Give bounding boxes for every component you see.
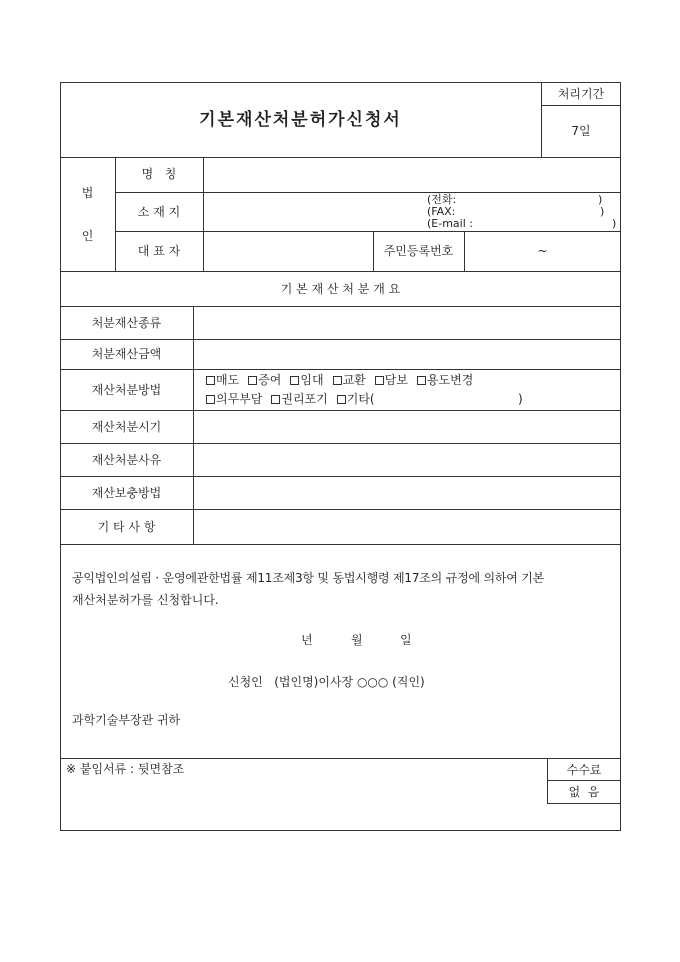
row-label-property-type: 처분재산종류 (91, 316, 162, 330)
representative-label: 대 표 자 (137, 244, 181, 258)
property-type-field[interactable] (194, 307, 620, 338)
divider (541, 105, 621, 106)
row-label-disposal-method: 재산처분방법 (91, 383, 162, 397)
checkbox[interactable] (337, 395, 346, 404)
address-field[interactable] (204, 193, 414, 230)
other-notes-field[interactable] (194, 510, 620, 543)
disposal-time-field[interactable] (194, 411, 620, 442)
divider (60, 758, 621, 759)
disposal-methods-line-1 (206, 373, 473, 387)
representative-field[interactable] (204, 232, 372, 270)
option-waiver[interactable]: 권리포기 (271, 392, 327, 406)
option-other-close: ) (518, 392, 523, 406)
checkbox[interactable] (290, 376, 299, 385)
row-label-replenish-method: 재산보충방법 (91, 486, 162, 500)
applicant-group-label-1: 법 (81, 186, 94, 200)
checkbox[interactable] (375, 376, 384, 385)
applicant-group-label-2: 인 (81, 229, 94, 243)
processing-period-label: 처리기간 (557, 87, 605, 101)
date-month: 월 (351, 633, 363, 647)
row-label-disposal-time: 재산처분시기 (91, 420, 162, 434)
row-label-other-notes: 기 타 사 항 (97, 520, 156, 534)
overview-header: 기 본 재 산 처 분 개 요 (280, 282, 401, 296)
fax-close: ) (600, 205, 605, 218)
email-close: ) (612, 217, 617, 230)
row-label-property-amount: 처분재산금액 (91, 347, 162, 361)
checkbox[interactable] (333, 376, 342, 385)
applicant-signature-line: 신청인 (법인명)이사장 ○○○ (직인) (228, 675, 425, 689)
option-collateral[interactable]: 담보 (375, 373, 408, 387)
divider (60, 544, 621, 545)
name-label: 명 칭 (141, 167, 177, 181)
statement-line-2: 재산처분허가를 신청합니다. (72, 593, 219, 607)
phone-label: (전화: (427, 193, 457, 206)
checkbox[interactable] (271, 395, 280, 404)
option-obligation[interactable]: 의무부담 (206, 392, 262, 406)
checkbox[interactable] (206, 376, 215, 385)
statement-line-1: 공익법인의설립 · 운영에관한법률 제11조제3항 및 동법시행령 제17조의 규정에 의하여 기본 (72, 571, 545, 585)
email-label: (E-mail : (427, 217, 473, 230)
fee-value: 없 음 (568, 785, 600, 799)
disposal-reason-field[interactable] (194, 444, 620, 475)
fee-label: 수수료 (566, 763, 602, 777)
divider (60, 369, 621, 370)
option-gift[interactable]: 증여 (248, 373, 281, 387)
checkbox[interactable] (206, 395, 215, 404)
date-year: 년 (301, 633, 313, 647)
divider (547, 780, 621, 781)
address-label: 소 재 지 (137, 205, 181, 219)
option-exchange[interactable]: 교환 (333, 373, 366, 387)
option-other[interactable]: 기타( (337, 392, 375, 406)
phone-close: ) (598, 193, 603, 206)
option-sale[interactable]: 매도 (206, 373, 239, 387)
option-lease[interactable]: 임대 (290, 373, 323, 387)
attachments-note: ※ 붙임서류 : 뒷면참조 (66, 762, 185, 776)
option-change-use[interactable]: 용도변경 (417, 373, 473, 387)
disposal-methods-line-2 (206, 392, 375, 406)
name-field[interactable] (204, 158, 620, 191)
resident-number-label: 주민등록번호 (383, 244, 454, 258)
divider (60, 271, 621, 272)
date-day: 일 (400, 633, 412, 647)
form-title: 기본재산처분허가신청서 (199, 110, 402, 130)
resident-number-separator: ~ (537, 244, 548, 258)
checkbox[interactable] (248, 376, 257, 385)
replenish-method-field[interactable] (194, 477, 620, 508)
addressee: 과학기술부장관 귀하 (72, 713, 181, 727)
checkbox[interactable] (417, 376, 426, 385)
divider (547, 803, 621, 804)
fax-label: (FAX: (427, 205, 456, 218)
row-label-disposal-reason: 재산처분사유 (91, 453, 162, 467)
processing-period-value: 7일 (571, 124, 591, 138)
property-amount-field[interactable] (194, 340, 620, 368)
